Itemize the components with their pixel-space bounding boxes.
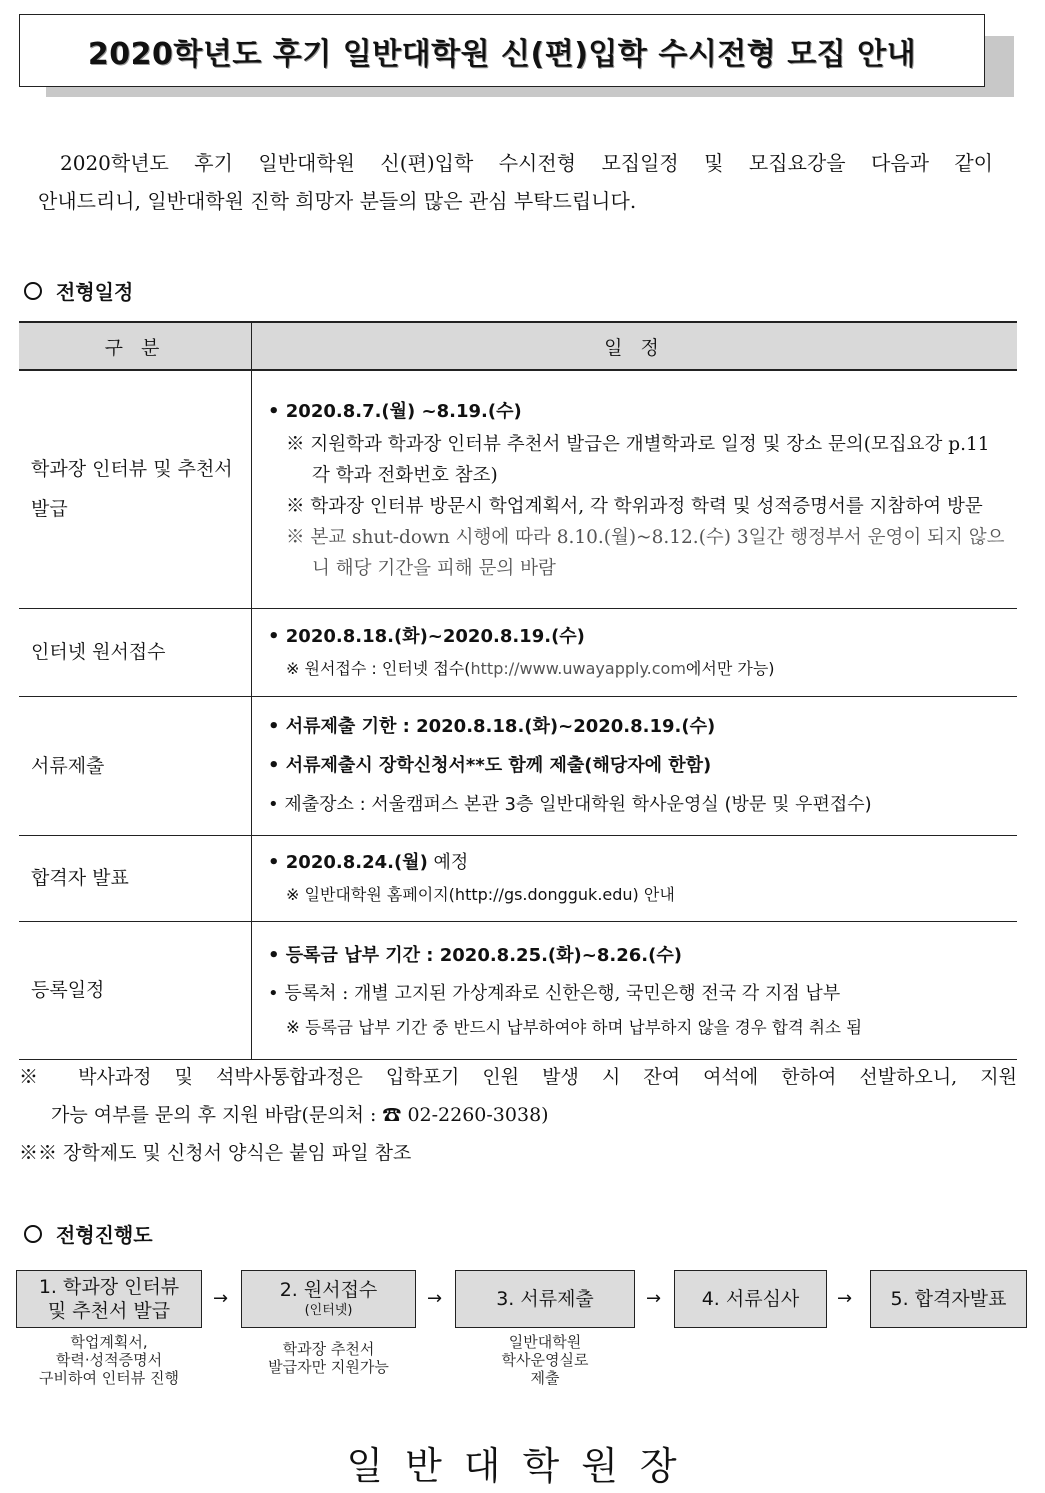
row-line: • 서류제출시 장학신청서**도 함께 제출(해당자에 한함) bbox=[268, 755, 712, 776]
flow-note-line: 제출 bbox=[530, 1369, 560, 1387]
footnotes bbox=[19, 1058, 1017, 1172]
row-note: ※ 등록금 납부 기간 중 반드시 납부하여야 하며 납부하지 않을 경우 합격 취소 됨 bbox=[286, 1018, 863, 1037]
title-box bbox=[19, 14, 985, 87]
flow-note-line: 구비하여 인터뷰 진행 bbox=[39, 1369, 179, 1387]
note-prefix: ※ 원서접수 : 인터넷 접수( bbox=[286, 659, 471, 678]
table-row bbox=[19, 370, 1017, 608]
row-label: 합격자 발표 bbox=[19, 835, 252, 921]
table-row bbox=[19, 696, 1017, 835]
arrow-right-icon: → bbox=[646, 1288, 662, 1309]
flow-step-5-label: 5. 합격자발표 bbox=[890, 1288, 1007, 1310]
flow-step-2 bbox=[241, 1270, 416, 1328]
flow-note-line: 학과장 추천서 bbox=[282, 1340, 375, 1358]
schedule-heading bbox=[24, 276, 133, 305]
flow-note-1 bbox=[16, 1333, 202, 1387]
arrow-right-icon: → bbox=[213, 1288, 229, 1309]
table-header-row bbox=[19, 322, 1017, 370]
flow-step-5 bbox=[870, 1270, 1027, 1328]
table-row bbox=[19, 608, 1017, 696]
schedule-heading-text: 전형일정 bbox=[56, 280, 134, 304]
row-label: 학과장 인터뷰 및 추천서 발급 bbox=[19, 370, 252, 608]
circle-bullet-icon bbox=[24, 282, 42, 300]
flow-note-line: 일반대학원 bbox=[508, 1333, 582, 1351]
note-suffix: 에서만 가능) bbox=[685, 659, 775, 678]
row-content bbox=[252, 921, 1018, 1059]
row-date: • 2020.8.7.(월) ~8.19.(수) bbox=[268, 400, 522, 422]
row-note bbox=[268, 654, 1007, 684]
row-line: • 제출장소 : 서울캠퍼스 본관 3층 일반대학원 학사운영실 (방문 및 우편접수) bbox=[268, 794, 872, 815]
intro-paragraph bbox=[38, 144, 993, 220]
page-title: 2020학년도 후기 일반대학원 신(편)입학 수시전형 모집 안내 bbox=[87, 36, 917, 72]
flow-step-2-line1: 2. 원서접수 bbox=[279, 1279, 378, 1301]
flow-step-3-label: 3. 서류제출 bbox=[496, 1288, 594, 1310]
row-note: ※ 일반대학원 홈페이지(http://gs.dongguk.edu) 안내 bbox=[286, 885, 675, 904]
row-label: 서류제출 bbox=[19, 696, 252, 835]
arrow-right-icon: → bbox=[427, 1288, 443, 1309]
flow-note-3 bbox=[455, 1333, 635, 1387]
row-date: • 2020.8.18.(화)~2020.8.19.(수) bbox=[268, 626, 585, 647]
flow-heading-text: 전형진행도 bbox=[56, 1223, 153, 1247]
table-row bbox=[19, 921, 1017, 1059]
row-line: • 등록처 : 개별 고지된 가상계좌로 신한은행, 국민은행 전국 각 지점 납부 bbox=[268, 983, 841, 1004]
flow-note-2 bbox=[241, 1340, 416, 1376]
row-label: 등록일정 bbox=[19, 921, 252, 1059]
table-row bbox=[19, 835, 1017, 921]
row-note: ※ 학과장 인터뷰 방문시 학업계획서, 각 학위과정 학력 및 성적증명서를 지참하여 방문 bbox=[286, 495, 983, 517]
intro-line-2: 안내드리니, 일반대학원 진학 희망자 분들의 많은 관심 부탁드립니다. bbox=[38, 189, 637, 213]
flow-step-4 bbox=[674, 1270, 827, 1328]
row-content bbox=[252, 835, 1018, 921]
row-label: 인터넷 원서접수 bbox=[19, 608, 252, 696]
row-note: ※ 본교 shut-down 시행에 따라 8.10.(월)~8.12.(수) 3일간 행정부서 운영이 되지 않으니 해당 기간을 피해 문의 바람 bbox=[286, 526, 1005, 579]
flow-heading bbox=[24, 1219, 153, 1248]
flow-note-line: 학력·성적증명서 bbox=[55, 1351, 163, 1369]
row-date bbox=[268, 846, 1007, 880]
row-content bbox=[252, 696, 1018, 835]
footnote-1: ※ 박사과정 및 석박사통합과정은 입학포기 인원 발생 시 잔여 여석에 한하여 선발하오니, 지원 bbox=[19, 1066, 1017, 1088]
signature: 일반대학원장 bbox=[346, 1444, 699, 1488]
flow-step-1-line1: 1. 학과장 인터뷰 bbox=[38, 1276, 180, 1298]
row-line: • 등록금 납부 기간 : 2020.8.25.(화)~8.26.(수) bbox=[268, 945, 682, 966]
table-header-schedule: 일 정 bbox=[252, 322, 1018, 370]
row-line: • 서류제출 기한 : 2020.8.18.(화)~2020.8.19.(수) bbox=[268, 716, 716, 737]
footnote-1-cont: 가능 여부를 문의 후 지원 바람(문의처 : ☎ 02-2260-3038) bbox=[51, 1104, 549, 1126]
flow-step-2-line2: (인터넷) bbox=[304, 1303, 353, 1318]
flow-note-line: 발급자만 지원가능 bbox=[268, 1358, 389, 1376]
flow-note-line: 학사운영실로 bbox=[501, 1351, 589, 1369]
date-rest: 예정 bbox=[427, 852, 469, 873]
schedule-table bbox=[19, 321, 1017, 1060]
footnote-2: ※※ 장학제도 및 신청서 양식은 붙임 파일 참조 bbox=[19, 1142, 412, 1164]
apply-link[interactable]: http://www.uwayapply.com bbox=[470, 659, 686, 678]
flow-step-3 bbox=[455, 1270, 635, 1328]
flow-step-1 bbox=[16, 1270, 202, 1328]
circle-bullet-icon bbox=[24, 1225, 42, 1243]
flow-step-4-label: 4. 서류심사 bbox=[701, 1288, 800, 1310]
flow-step-1-line2: 및 추천서 발급 bbox=[47, 1300, 171, 1322]
flow-note-line: 학업계획서, bbox=[70, 1333, 148, 1351]
date-bold: • 2020.8.24.(월) bbox=[268, 852, 428, 873]
intro-line-1: 2020학년도 후기 일반대학원 신(편)입학 수시전형 모집일정 및 모집요강을 다음과 같이 bbox=[60, 151, 993, 175]
arrow-right-icon: → bbox=[837, 1288, 853, 1309]
row-content bbox=[252, 608, 1018, 696]
table-header-category: 구 분 bbox=[19, 322, 252, 370]
row-content bbox=[252, 370, 1018, 608]
row-note: ※ 지원학과 학과장 인터뷰 추천서 발급은 개별학과로 일정 및 장소 문의(모집요강 p.11 각 학과 전화번호 참조) bbox=[286, 433, 990, 486]
